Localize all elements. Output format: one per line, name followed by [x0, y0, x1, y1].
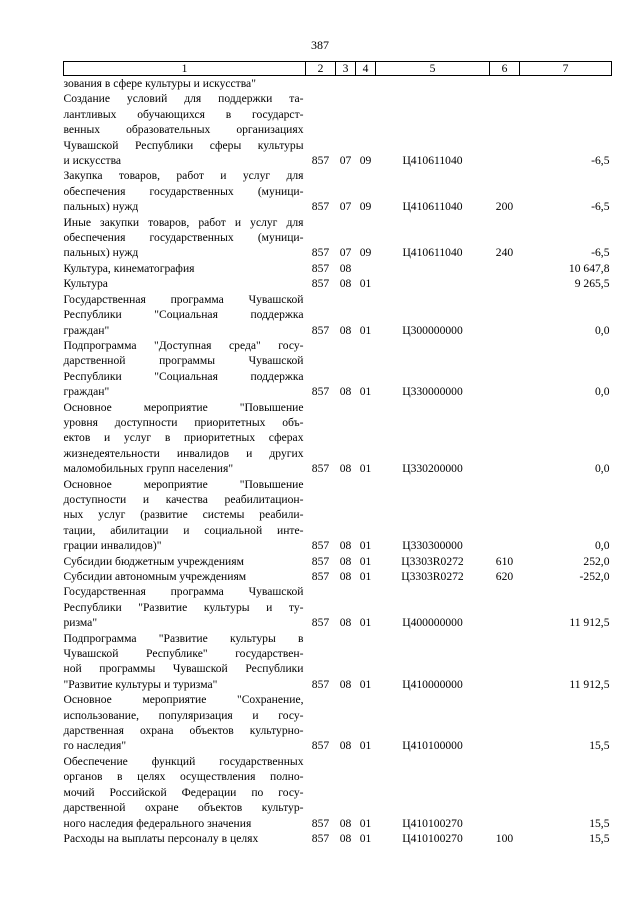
subsection-cell: 01: [359, 323, 372, 337]
table-row: [64, 261, 612, 276]
amount-cell: 15,5: [589, 816, 610, 830]
expense-type-cell: 240: [495, 246, 514, 260]
item-name-line: пальных) нужд: [63, 246, 139, 260]
amount-cell: -252,0: [579, 570, 610, 583]
expense-type-cell: [490, 584, 520, 630]
subsection-cell: 01: [359, 554, 372, 568]
item-name-line: Чувашской Республике" государствен-: [63, 647, 304, 661]
item-name-line: дарственной охране объектов культур-: [63, 801, 304, 815]
section-cell: 08: [339, 831, 352, 845]
target-article-cell: [376, 276, 490, 291]
amount-cell: 0,0: [595, 539, 610, 553]
item-name-line: Культура, кинематография: [63, 261, 195, 275]
subsection-cell: 09: [359, 200, 372, 214]
target-article-cell: Ц330300000: [402, 539, 463, 553]
item-name-line: Чувашской Республики сферы культуры: [63, 138, 304, 152]
table-row: [64, 292, 612, 338]
table-row: [64, 477, 612, 554]
item-name-line: венных образовательных организациях: [63, 123, 304, 137]
section-cell: 08: [339, 677, 352, 691]
amount-cell: 15,5: [589, 831, 610, 845]
subsection-cell: [356, 261, 376, 276]
item-name-line: пальных) нужд: [63, 200, 139, 214]
table-row: [64, 569, 612, 584]
expense-type-cell: 100: [495, 831, 514, 845]
item-name-line: го наследия": [63, 739, 127, 753]
item-name-cell: [64, 569, 306, 584]
target-article-cell: Ц330200000: [402, 462, 463, 476]
target-article-cell: Ц410100000: [402, 739, 463, 753]
section-cell: 08: [339, 554, 352, 568]
subsection-cell: 01: [359, 277, 372, 291]
subsection-cell: 01: [359, 385, 372, 399]
expense-type-cell: [490, 276, 520, 291]
subsection-cell: 09: [359, 154, 372, 168]
subsection-cell: 01: [359, 677, 372, 691]
item-name-line: доступности и качества реабилитацион-: [63, 492, 304, 506]
expense-type-cell: [490, 692, 520, 754]
item-name-line: дарственной программы Чувашской: [63, 354, 304, 368]
table-row: [64, 631, 612, 693]
table-row: [64, 692, 612, 754]
subsection-cell: [356, 76, 376, 92]
item-name-line: ектов и услуг в приоритетных сферах: [63, 431, 304, 445]
amount-cell: 15,5: [589, 739, 610, 753]
subsection-cell: 01: [359, 539, 372, 553]
item-name-line: Субсидии автономным учреждениям: [63, 570, 247, 583]
item-name-line: Подпрограмма "Доступная среда" госу-: [63, 338, 304, 352]
item-name-line: "Развитие культуры и туризма": [63, 677, 218, 691]
item-name-line: Подпрограмма "Развитие культуры в: [63, 631, 304, 645]
header-col-2: 2: [306, 62, 336, 76]
header-col-7: 7: [520, 62, 612, 76]
table-row: [64, 400, 612, 477]
grbs-cell: [306, 76, 336, 92]
item-name-cell: [64, 292, 306, 338]
section-cell: 07: [339, 246, 352, 260]
item-name-line: жизнедеятельности инвалидов и других: [63, 446, 304, 460]
item-name-line: Республики "Социальная поддержка: [63, 369, 304, 383]
amount-cell: -6,5: [591, 154, 610, 168]
item-name-cell: [64, 276, 306, 291]
item-name-cell: [64, 477, 306, 554]
item-name-line: Создание условий для поддержки та-: [63, 92, 304, 106]
item-name-line: маломобильных групп населения": [63, 462, 234, 476]
item-name-line: Государственная программа Чувашской: [63, 292, 304, 306]
expense-type-cell: [490, 400, 520, 477]
amount-cell: 11 912,5: [569, 677, 610, 691]
item-name-line: Основное мероприятие "Повышение: [63, 477, 304, 491]
section-cell: 08: [339, 539, 352, 553]
item-name-cell: [64, 91, 306, 168]
expense-type-cell: [490, 631, 520, 693]
subsection-cell: 01: [359, 816, 372, 830]
target-article-cell: Ц3303R0272: [401, 570, 464, 583]
item-name-line: Республики "Социальная поддержка: [63, 308, 304, 322]
section-cell: 08: [339, 323, 352, 337]
grbs-cell: 857: [311, 385, 330, 399]
target-article-cell: Ц400000000: [402, 616, 463, 630]
table-row: [64, 754, 612, 831]
grbs-cell: 857: [311, 261, 330, 275]
item-name-line: Основное мероприятие "Сохранение,: [63, 693, 304, 707]
item-name-cell: [64, 338, 306, 400]
item-name-line: ного наследия федерального значения: [63, 816, 252, 830]
item-name-line: Государственная программа Чувашской: [63, 585, 304, 599]
item-name-line: Иные закупки товаров, работ и услуг для: [63, 215, 304, 229]
grbs-cell: 857: [311, 277, 330, 291]
expense-type-cell: [490, 477, 520, 554]
item-name-cell: [64, 554, 306, 569]
page-number: 387: [311, 38, 329, 52]
grbs-cell: 857: [311, 570, 330, 583]
item-name-line: Основное мероприятие "Повышение: [63, 400, 304, 414]
item-name-cell: [64, 76, 306, 92]
item-name-line: Субсидии бюджетным учреждениям: [63, 554, 244, 568]
section-cell: 08: [339, 616, 352, 630]
header-col-1: 1: [64, 62, 306, 76]
expense-type-cell: 620: [495, 570, 514, 583]
header-col-5: 5: [376, 62, 490, 76]
item-name-line: лантливых обучающихся в государст-: [63, 107, 304, 121]
item-name-line: органов в целях осуществления полно-: [63, 770, 304, 784]
grbs-cell: 857: [311, 200, 330, 214]
header-col-3: 3: [336, 62, 356, 76]
table-row: [64, 554, 612, 569]
subsection-cell: 01: [359, 831, 372, 845]
item-name-line: уровня доступности приоритетных объ-: [63, 415, 304, 429]
section-cell: 08: [339, 816, 352, 830]
item-name-line: граждан": [63, 323, 110, 337]
expense-type-cell: [490, 754, 520, 831]
section-cell: 08: [339, 462, 352, 476]
item-name-cell: [64, 584, 306, 630]
item-name-cell: [64, 631, 306, 693]
table-row: [64, 338, 612, 400]
expense-type-cell: 200: [495, 200, 514, 214]
item-name-line: тации, абилитации и социальной инте-: [63, 523, 304, 537]
amount-cell: 252,0: [583, 554, 610, 568]
table-row: [64, 91, 612, 168]
grbs-cell: 857: [311, 816, 330, 830]
target-article-cell: Ц410611040: [402, 154, 463, 168]
grbs-cell: 857: [311, 462, 330, 476]
amount-cell: 9 265,5: [574, 277, 610, 291]
grbs-cell: 857: [311, 154, 330, 168]
expense-type-cell: [490, 261, 520, 276]
grbs-cell: 857: [311, 554, 330, 568]
subsection-cell: 01: [359, 616, 372, 630]
item-name-cell: [64, 261, 306, 276]
amount-cell: 10 647,8: [568, 261, 610, 275]
item-name-line: мочий Российской Федерации по госу-: [63, 785, 304, 799]
section-cell: 08: [339, 570, 352, 583]
amount-cell: -6,5: [591, 200, 610, 214]
item-name-line: обеспечения государственных (муници-: [63, 184, 304, 198]
grbs-cell: 857: [311, 739, 330, 753]
header-col-6: 6: [490, 62, 520, 76]
budget-table: [63, 61, 612, 846]
grbs-cell: 857: [311, 616, 330, 630]
item-name-line: грации инвалидов)": [63, 539, 162, 553]
item-name-line: Республики "Развитие культуры и ту-: [63, 600, 304, 614]
amount-cell: 11 912,5: [569, 616, 610, 630]
target-article-cell: Ц410000000: [402, 677, 463, 691]
subsection-cell: 09: [359, 246, 372, 260]
target-article-cell: Ц3303R0272: [401, 554, 464, 568]
item-name-cell: [64, 400, 306, 477]
subsection-cell: 01: [359, 462, 372, 476]
target-article-cell: Ц410100270: [402, 816, 463, 830]
header-col-4: 4: [356, 62, 376, 76]
expense-type-cell: [490, 338, 520, 400]
target-article-cell: [376, 261, 490, 276]
item-name-line: использование, популяризация и госу-: [63, 708, 304, 722]
grbs-cell: 857: [311, 323, 330, 337]
expense-type-cell: 610: [495, 554, 514, 568]
item-name-line: ризма": [63, 616, 98, 630]
item-name-line: Расходы на выплаты персоналу в целях: [63, 831, 259, 845]
table-row: [64, 831, 612, 846]
item-name-line: зования в сфере культуры и искусства": [63, 77, 256, 90]
item-name-cell: [64, 754, 306, 831]
table-row: [64, 276, 612, 291]
item-name-cell: [64, 692, 306, 754]
table-row: [64, 76, 612, 92]
section-cell: 08: [339, 261, 352, 275]
table-body: [64, 76, 612, 847]
section-cell: 07: [339, 200, 352, 214]
item-name-line: обеспечения государственных (муници-: [63, 231, 304, 245]
item-name-cell: [64, 215, 306, 261]
section-cell: [336, 76, 356, 92]
section-cell: 07: [339, 154, 352, 168]
expense-type-cell: [490, 91, 520, 168]
table-row: [64, 215, 612, 261]
target-article-cell: Ц330000000: [402, 385, 463, 399]
amount-cell: [520, 76, 612, 92]
item-name-line: ной программы Чувашской Республики: [63, 662, 304, 676]
section-cell: 08: [339, 385, 352, 399]
item-name-cell: [64, 168, 306, 214]
grbs-cell: 857: [311, 677, 330, 691]
grbs-cell: 857: [311, 246, 330, 260]
table-row: [64, 168, 612, 214]
amount-cell: 0,0: [595, 462, 610, 476]
grbs-cell: 857: [311, 831, 330, 845]
item-name-line: Закупка товаров, работ и услуг для: [63, 169, 304, 183]
item-name-line: и искусства: [63, 154, 122, 168]
target-article-cell: Ц410611040: [402, 200, 463, 214]
subsection-cell: 01: [359, 570, 372, 583]
section-cell: 08: [339, 277, 352, 291]
target-article-cell: Ц300000000: [402, 323, 463, 337]
target-article-cell: [376, 76, 490, 92]
subsection-cell: 01: [359, 739, 372, 753]
header-row: [64, 62, 612, 76]
expense-type-cell: [490, 76, 520, 92]
item-name-line: Культура: [63, 277, 108, 291]
item-name-line: ных услуг (развитие системы реабили-: [63, 508, 304, 522]
section-cell: 08: [339, 739, 352, 753]
amount-cell: 0,0: [595, 323, 610, 337]
target-article-cell: Ц410100270: [402, 831, 463, 845]
amount-cell: -6,5: [591, 246, 610, 260]
expense-type-cell: [490, 292, 520, 338]
target-article-cell: Ц410611040: [402, 246, 463, 260]
item-name-line: граждан": [63, 385, 110, 399]
grbs-cell: 857: [311, 539, 330, 553]
item-name-line: дарственная охрана объектов культурно-: [63, 724, 304, 738]
table-row: [64, 584, 612, 630]
item-name-cell: [64, 831, 306, 846]
item-name-line: Обеспечение функций государственных: [63, 754, 304, 768]
amount-cell: 0,0: [595, 385, 610, 399]
